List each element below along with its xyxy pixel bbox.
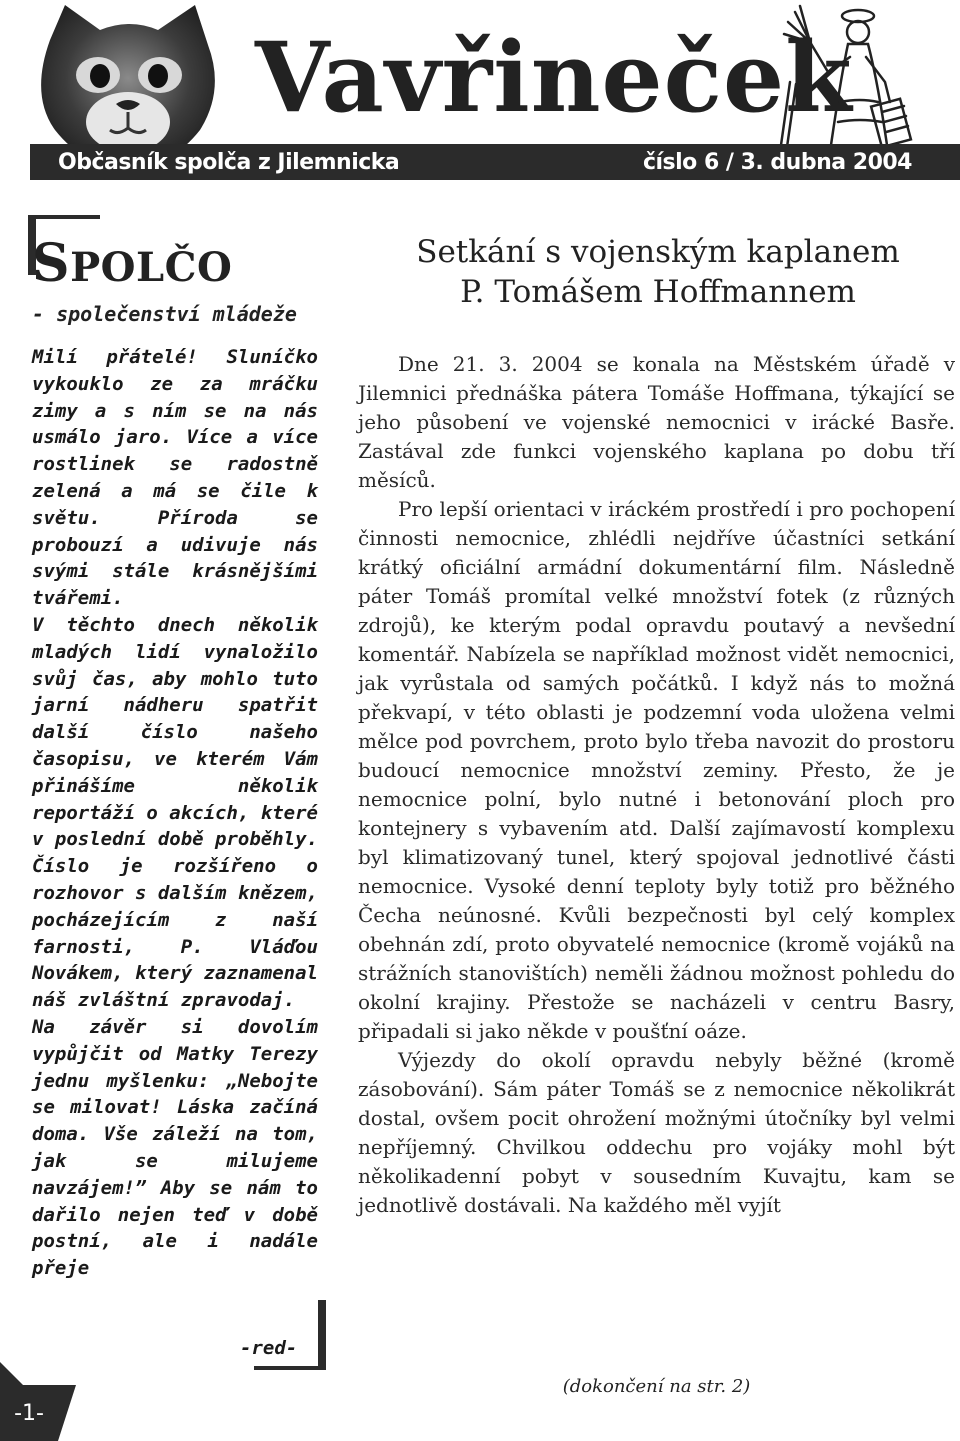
continued-note: (dokončení na str. 2) <box>562 1376 751 1397</box>
masthead-band <box>30 144 960 180</box>
page-number: -1- <box>0 1385 58 1441</box>
article-paragraph: Výjezdy do okolí opravdu nebyly běžné (kromě zásobování). Sám páter Tomáš se z nemocnice několikrát dostal, ovšem pocit ohrožení možnými útočníky byl velmi nepříjemný. Chvilkou oddechu pro vojáky mohl být několikadenní pobyt v sousedním Kuvajtu, kam se jednotlivě dostávali. Na každého měl vyjít <box>358 1048 955 1217</box>
editorial-paragraph: Na závěr si dovolím vypůjčit od Matky Terezy jednu myšlenku: „Nebojte se milovat! Láska začíná doma. Vše záleží na tom, jak se milujeme navzájem!” Aby se nám to dařilo nejen teď v době postní, ale i nadále přeje <box>32 1015 318 1280</box>
sidebar-heading <box>32 233 233 294</box>
sidebar-heading-rest: POLČO <box>70 244 233 291</box>
article-body <box>358 350 955 1220</box>
editorial-letter <box>32 344 318 1282</box>
article-title <box>358 232 958 312</box>
newsletter-title: Vavřineček <box>255 21 853 134</box>
newsletter-subtitle: Občasník spolča z Jilemnicka <box>58 149 400 175</box>
editorial-signature: -red- <box>240 1337 298 1359</box>
editorial-paragraph: V těchto dnech několik mladých lidí vynaložilo svůj čas, aby mohlo tuto jarní nádheru spatřit další číslo našeho časopisu, ve kterém Vám přinášíme několik reportáží o akcích, které v poslední době proběhly. Číslo je rozšířeno o rozhovor s dalším knězem, pocházejícím z naší farnosti, P. Vláďou Novákem, který zaznamenal náš zvláštní zpravodaj. <box>32 613 318 1012</box>
article-title-line: Setkání s vojenským kaplanem <box>416 234 900 270</box>
article-paragraph: Pro lepší orientaci v iráckém prostředí i pro pochopení činnosti nemocnice, zhlédli nejdříve účastníci setkání krátký oficiální armádní dokumentární film. Následně páter Tomáš promítal velké množství fotek (z různých zdrojů), ke kterým podal opravdu poutavý a nevšední komentář. Nabízela se například možnost vidět nemocnici, jak vyrůstala od samých počátků. I když nás to možná překvapí, v této oblasti je podzemní voda uložena velmi mělce pod povrchem, proto bylo třeba navozit do prostoru budoucí nemocnice množství zeminy. Přesto, že je nemocnice polní, bylo nutné i betonování ploch pro kontejnery s vybavením atd. Další zajímavostí komplexu byl klimatizovaný tunel, který spojoval jednotlivé části nemocnice. Vysoké denní teploty byly totiž pro běžného Čecha neúnosné. Kvůli bezpečnosti byl celý komplex obehnán zdí, proto obyvatelé nemocnice (kromě vojáků na strážních stanovištích) neměli žádnou možnost pohledu do okolní krajiny. Přestože se nacházeli v centru Basry, připadali si jako někde v poušťní oáze. <box>358 497 955 1043</box>
sidebar-heading-initial: S <box>32 233 71 294</box>
article-paragraph: Dne 21. 3. 2004 se konala na Městském úřadě v Jilemnici přednáška pátera Tomáše Hoffmana, týkající se jeho působení ve vojenské nemocnici v irácké Basře. Zastával zde funkci vojenského kaplana po dobu tří měsíců. <box>358 352 955 492</box>
article-title-line: P. Tomášem Hoffmannem <box>460 274 856 310</box>
editorial-paragraph: Milí přátelé! Sluníčko vykouklo ze za mráčku zimy a s ním se na nás usmálo jaro. Více a více rostlinek se radostně zelená a má se čile k světu. Příroda se probouzí a udivuje nás svými stále krásnějšími tvářemi. <box>32 346 318 610</box>
sidebar-frame-bottom <box>254 1300 326 1370</box>
saint-lawrence-illustration <box>770 2 920 162</box>
sidebar-subheading: - společenství mládeže <box>32 302 297 326</box>
page-tab-decoration <box>0 1362 24 1386</box>
issue-info: číslo 6 / 3. dubna 2004 <box>642 149 912 175</box>
